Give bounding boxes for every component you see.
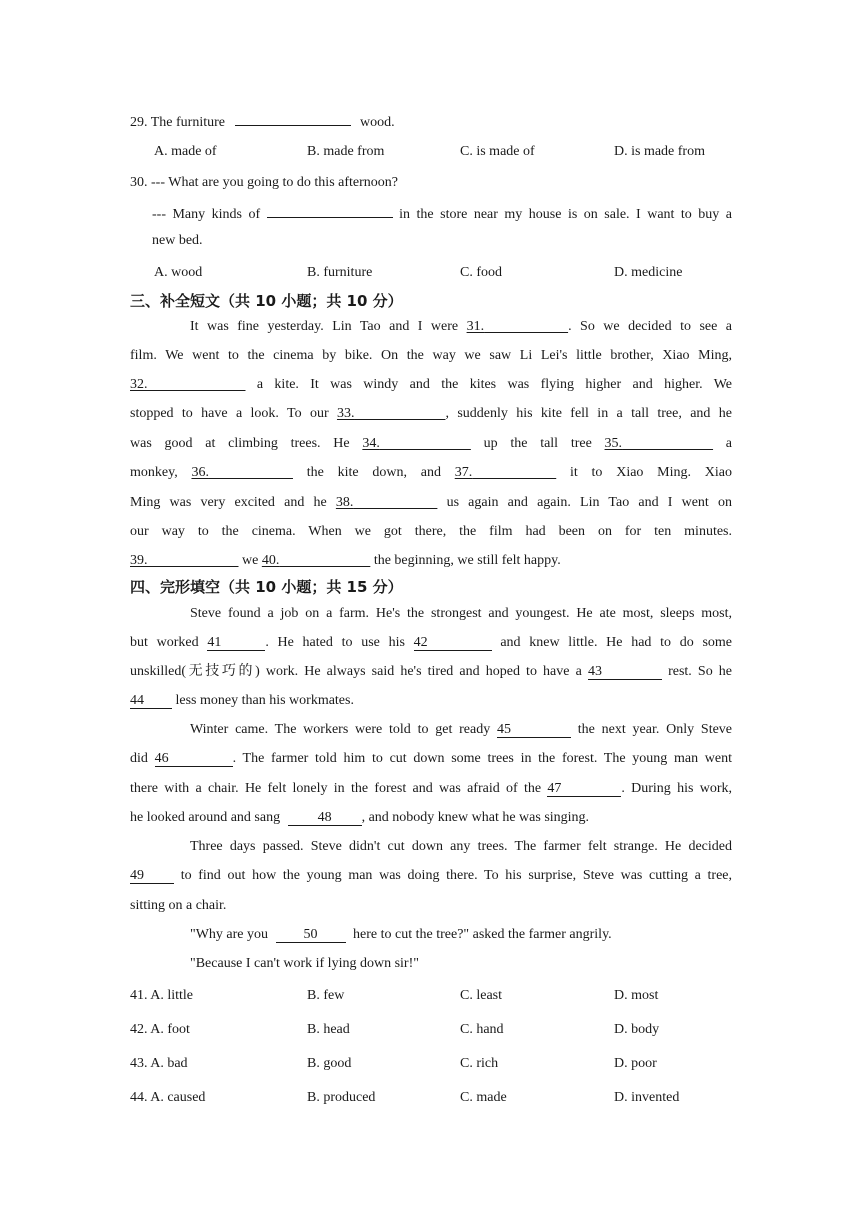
sec4-p2-line-4 bbox=[130, 809, 589, 827]
option-c: C. least bbox=[460, 988, 502, 1003]
blank-38 bbox=[336, 495, 438, 510]
text: monkey, bbox=[130, 465, 192, 480]
text: less money than his workmates. bbox=[175, 693, 354, 708]
sec4-p2-line-1 bbox=[190, 721, 732, 739]
sec3-line-9 bbox=[130, 552, 561, 570]
blank-37 bbox=[455, 465, 557, 480]
option-a: 44. A. caused bbox=[130, 1090, 206, 1105]
q29-stem: 29. The furniture bbox=[130, 115, 225, 130]
blank-41: 41 bbox=[207, 636, 265, 651]
option-a: A. made of bbox=[154, 144, 217, 159]
option-c: C. rich bbox=[460, 1056, 499, 1071]
text: we bbox=[238, 553, 262, 568]
text: It was fine yesterday. Lin Tao and I were bbox=[190, 319, 467, 334]
text: , and nobody knew what he was singing. bbox=[361, 810, 590, 825]
text: a bbox=[713, 436, 733, 451]
text: there with a chair. He felt lonely in the forest and was afraid of the bbox=[130, 781, 542, 796]
q30-stem: 30. --- What are you going to do this afternoon? bbox=[130, 175, 399, 190]
text: us again and again. Lin Tao and I went on bbox=[437, 495, 732, 510]
blank-43: 43 bbox=[588, 665, 662, 680]
text: the kite down, and bbox=[292, 465, 455, 480]
sec4-p1-line-3 bbox=[130, 663, 732, 681]
text: did bbox=[130, 751, 148, 766]
option-c: C. is made of bbox=[460, 144, 535, 159]
blank-42: 42 bbox=[414, 636, 492, 651]
option-d: D. is made from bbox=[614, 144, 705, 159]
text: our way to the cinema. When we got there, the film had been on for ten minutes. bbox=[130, 524, 732, 539]
text: was good at climbing trees. He bbox=[130, 436, 363, 451]
sec4-p1-line-2 bbox=[130, 634, 732, 652]
question-29 bbox=[130, 111, 395, 132]
blank-44: 44 bbox=[130, 694, 172, 709]
blank-36 bbox=[191, 465, 293, 480]
blank-33 bbox=[337, 406, 446, 421]
blank-31 bbox=[467, 319, 569, 334]
option-b: B. good bbox=[307, 1056, 352, 1071]
q30-line-2 bbox=[152, 203, 732, 224]
option-d: D. invented bbox=[614, 1090, 680, 1105]
blank-39 bbox=[130, 553, 239, 568]
text: sitting on a chair. bbox=[130, 898, 227, 913]
text: a kite. It was windy and the kites was flying higher and higher. We bbox=[245, 377, 732, 392]
blank-number: 34. bbox=[362, 436, 380, 451]
blank-number: 32. bbox=[130, 377, 148, 392]
section-3-title: 三、补全短文（共 10 小题；共 10 分） bbox=[130, 292, 403, 310]
text: Winter came. The workers were told to get ready bbox=[190, 722, 491, 737]
sec4-p3-line-3 bbox=[130, 897, 226, 915]
option-a: 43. A. bad bbox=[130, 1056, 188, 1071]
text: . He hated to use his bbox=[265, 635, 405, 650]
blank-number: 37. bbox=[454, 465, 473, 480]
sec3-line-7 bbox=[130, 494, 732, 512]
options-42 bbox=[130, 1021, 732, 1039]
sec3-line-5 bbox=[130, 435, 732, 453]
q29-tail: wood. bbox=[360, 115, 395, 130]
blank-number: 38. bbox=[335, 495, 354, 510]
text: . During his work, bbox=[621, 781, 732, 796]
sec3-line-1 bbox=[190, 318, 732, 336]
option-b: B. head bbox=[307, 1022, 350, 1037]
text: here to cut the tree?" asked the farmer angrily. bbox=[353, 927, 612, 942]
sec3-line-6 bbox=[130, 464, 732, 482]
blank-number: 39. bbox=[130, 553, 148, 568]
option-a: 42. A. foot bbox=[130, 1022, 190, 1037]
text: up the tall tree bbox=[470, 436, 605, 451]
option-c: C. hand bbox=[460, 1022, 504, 1037]
blank-49: 49 bbox=[130, 869, 174, 884]
options-43 bbox=[130, 1055, 732, 1073]
text: Steve found a job on a farm. He's the strongest and youngest. He ate most, sleeps most, bbox=[190, 606, 732, 621]
sec3-line-2 bbox=[130, 347, 732, 365]
text: the beginning, we still felt happy. bbox=[370, 553, 561, 568]
option-b: B. few bbox=[307, 988, 345, 1003]
text: . So we decided to see a bbox=[568, 319, 732, 334]
q30-text: in the store near my house is on sale. I want to buy a bbox=[399, 207, 733, 222]
q30-options bbox=[130, 264, 732, 282]
q30-line-3 bbox=[152, 232, 203, 250]
text: "Why are you bbox=[190, 927, 269, 942]
sec4-p5: "Because I can't work if lying down sir!" bbox=[190, 956, 419, 971]
sec3-line-4 bbox=[130, 405, 732, 423]
option-b: B. furniture bbox=[307, 265, 373, 280]
text: Three days passed. Steve didn't cut down any trees. The farmer felt strange. He decided bbox=[190, 839, 732, 854]
sec4-p2-line-2 bbox=[130, 750, 732, 768]
q30-text: --- Many kinds of bbox=[152, 207, 261, 222]
q29-options bbox=[130, 143, 732, 161]
text: he looked around and sang bbox=[130, 810, 281, 825]
option-a: 41. A. little bbox=[130, 988, 193, 1003]
blank-number: 31. bbox=[466, 319, 485, 334]
option-d: D. medicine bbox=[614, 265, 683, 280]
options-44 bbox=[130, 1089, 732, 1107]
blank-48: 48 bbox=[288, 811, 362, 826]
section-4-title: 四、完形填空（共 10 小题；共 15 分） bbox=[130, 578, 403, 596]
option-c: C. made bbox=[460, 1090, 507, 1105]
blank-46: 46 bbox=[155, 752, 233, 767]
answer-blank bbox=[235, 111, 351, 126]
sec4-p1-line-1 bbox=[190, 605, 732, 623]
blank-35 bbox=[605, 436, 714, 451]
blank-number: 36. bbox=[191, 465, 209, 480]
text: rest. So he bbox=[668, 664, 733, 679]
sec3-line-8 bbox=[130, 523, 732, 541]
answer-blank bbox=[267, 203, 393, 218]
option-d: D. poor bbox=[614, 1056, 657, 1071]
text: it to Xiao Ming. Xiao bbox=[556, 465, 733, 480]
sec4-p2-line-3 bbox=[130, 780, 732, 798]
blank-number: 33. bbox=[336, 406, 355, 421]
option-d: D. most bbox=[614, 988, 659, 1003]
blank-45: 45 bbox=[497, 723, 571, 738]
q30-text: new bed. bbox=[152, 233, 203, 248]
text: Ming was very excited and he bbox=[130, 495, 336, 510]
sec4-p4 bbox=[190, 926, 612, 944]
sec4-p3-line-2 bbox=[130, 867, 732, 885]
blank-number: 40. bbox=[261, 553, 280, 568]
blank-47: 47 bbox=[547, 782, 621, 797]
text: stopped to have a look. To our bbox=[130, 406, 337, 421]
option-d: D. body bbox=[614, 1022, 660, 1037]
text: to find out how the young man was doing there. To his surprise, Steve was cutting a tree, bbox=[180, 868, 732, 883]
text: but worked bbox=[130, 635, 199, 650]
text: , suddenly his kite fell in a tall tree, and he bbox=[445, 406, 732, 421]
blank-number: 35. bbox=[604, 436, 623, 451]
options-41 bbox=[130, 987, 732, 1005]
text: and knew little. He had to do some bbox=[500, 635, 733, 650]
sec3-line-3 bbox=[130, 376, 732, 394]
blank-32 bbox=[130, 377, 246, 392]
text: film. We went to the cinema by bike. On the way we saw Li Lei's little brother, Xiao Ming, bbox=[130, 348, 732, 363]
blank-34 bbox=[362, 436, 471, 451]
text: unskilled(无技巧的) work. He always said he's tired and hoped to have a bbox=[130, 664, 582, 679]
text: . The farmer told him to cut down some trees in the forest. The young man went bbox=[232, 751, 732, 766]
option-a: A. wood bbox=[154, 265, 203, 280]
blank-50: 50 bbox=[276, 928, 346, 943]
option-c: C. food bbox=[460, 265, 502, 280]
blank-40 bbox=[262, 553, 371, 568]
sec4-p3-line-1 bbox=[190, 838, 732, 856]
text: the next year. Only Steve bbox=[577, 722, 733, 737]
option-b: B. produced bbox=[307, 1090, 376, 1105]
question-30 bbox=[130, 174, 398, 192]
option-b: B. made from bbox=[307, 144, 385, 159]
sec4-p1-line-4 bbox=[130, 692, 354, 710]
